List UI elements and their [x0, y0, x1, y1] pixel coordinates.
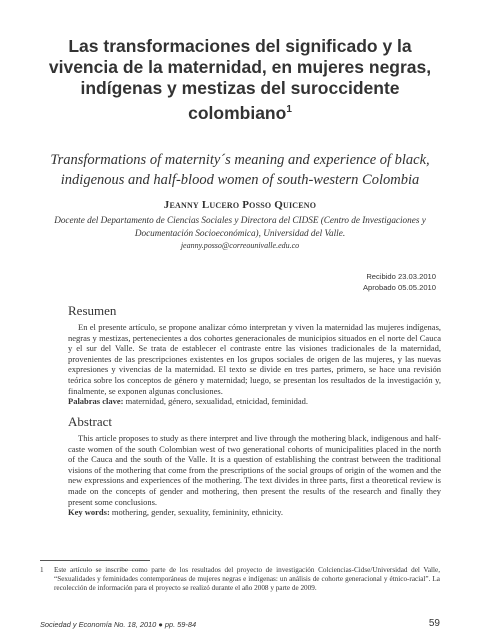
english-title: Transformations of maternity´s meaning and experience of black, indigenous and half-blood women of south-western Colombia — [50, 152, 430, 188]
resumen-text: En el presente artículo, se propone analizar cómo interpretan y viven la maternidad las mujeres indígenas, negras y mestizas, pertenecientes a dos cohortes generacionales de municipios situados en el norte del Cauca y el sur del Valle. Se trata de establecer el contraste entre las visiones tradicionales de la maternidad, provenientes de las prescripciones existentes en los grupos sociales de origen de las mujeres, y las nuevas expresiones y vivencias de la maternidad. El texto se divide en tres partes, primero, se hace una revisión teórica sobre los conceptos de género y maternidad; luego, se presentan los resultados de la investigación y, finalmente, se exponen algunas conclusiones. — [68, 322, 441, 396]
author-affiliation: Docente del Departamento de Ciencias Sociales y Directora del CIDSE (Centro de Investigaciones y Documentación Socioeconómica), Universidad del Valle. — [54, 215, 426, 238]
abstract-text: This article proposes to study as there interpret and live through the mothering black, indigenous and half-caste women of the south Colombian west of two generational cohorts of municipalities placed in the north of the Cauca and the south of the Valle. It is a question of establishing the contrast between the traditional visions of the mothering that come from the prescriptions of the social groups of origin of the women and the new expressions and experiences of the mothering. The text divides in three parts, first a theoretical review is made on the concepts of gender and mothering, then present the results of the research and finally they present some conclusions. — [68, 433, 441, 507]
footnote-text: Este artículo se inscribe como parte de los resultados del proyecto de investigación Colciencias-Cidse/Universidad del Valle, “Sexualidades y feminidades contemporáneas de mujeres negras e indígenas: un análisis de cohorte generacional y étnico-racial”. La recolección de información para el proyecto se realizó durante el año 2008 y parte de 2009. — [54, 566, 440, 593]
resumen-keywords-label: Palabras clave: — [68, 396, 124, 407]
resumen-keywords: maternidad, género, sexualidad, etnicidad, feminidad. — [123, 396, 309, 407]
author-name: Jeanny Lucero Posso Quiceno — [163, 199, 317, 211]
received-date: Recibido 23.03.2010 — [366, 272, 436, 281]
author-email[interactable]: jeanny.posso@correounivalle.edu.co — [180, 241, 300, 250]
title-footnote-mark[interactable]: 1 — [286, 104, 292, 115]
author-block — [40, 199, 440, 250]
resumen-heading: Resumen — [68, 303, 117, 318]
abstract-heading: Abstract — [68, 414, 113, 429]
article-title — [40, 36, 440, 124]
submission-dates — [363, 272, 436, 293]
article-title-text: Las transformaciones del significado y la vivencia de la maternidad, en mujeres negras, indígenas y mestizas del suroccidente colombiano — [48, 36, 432, 123]
resumen-body — [68, 322, 441, 407]
abstract-keywords: mothering, gender, sexuality, femininity, ethnicity. — [109, 507, 283, 518]
abstract-body — [68, 433, 441, 518]
page-number: 59 — [428, 618, 440, 629]
footnote-divider — [40, 560, 150, 561]
footnote — [40, 566, 440, 594]
footnote-number: 1 — [40, 566, 44, 574]
journal-citation: Sociedad y Economía No. 18, 2010 ● pp. 59-84 — [40, 620, 197, 629]
approved-date: Aprobado 05.05.2010 — [362, 282, 436, 292]
abstract-keywords-label: Key words: — [68, 507, 110, 518]
